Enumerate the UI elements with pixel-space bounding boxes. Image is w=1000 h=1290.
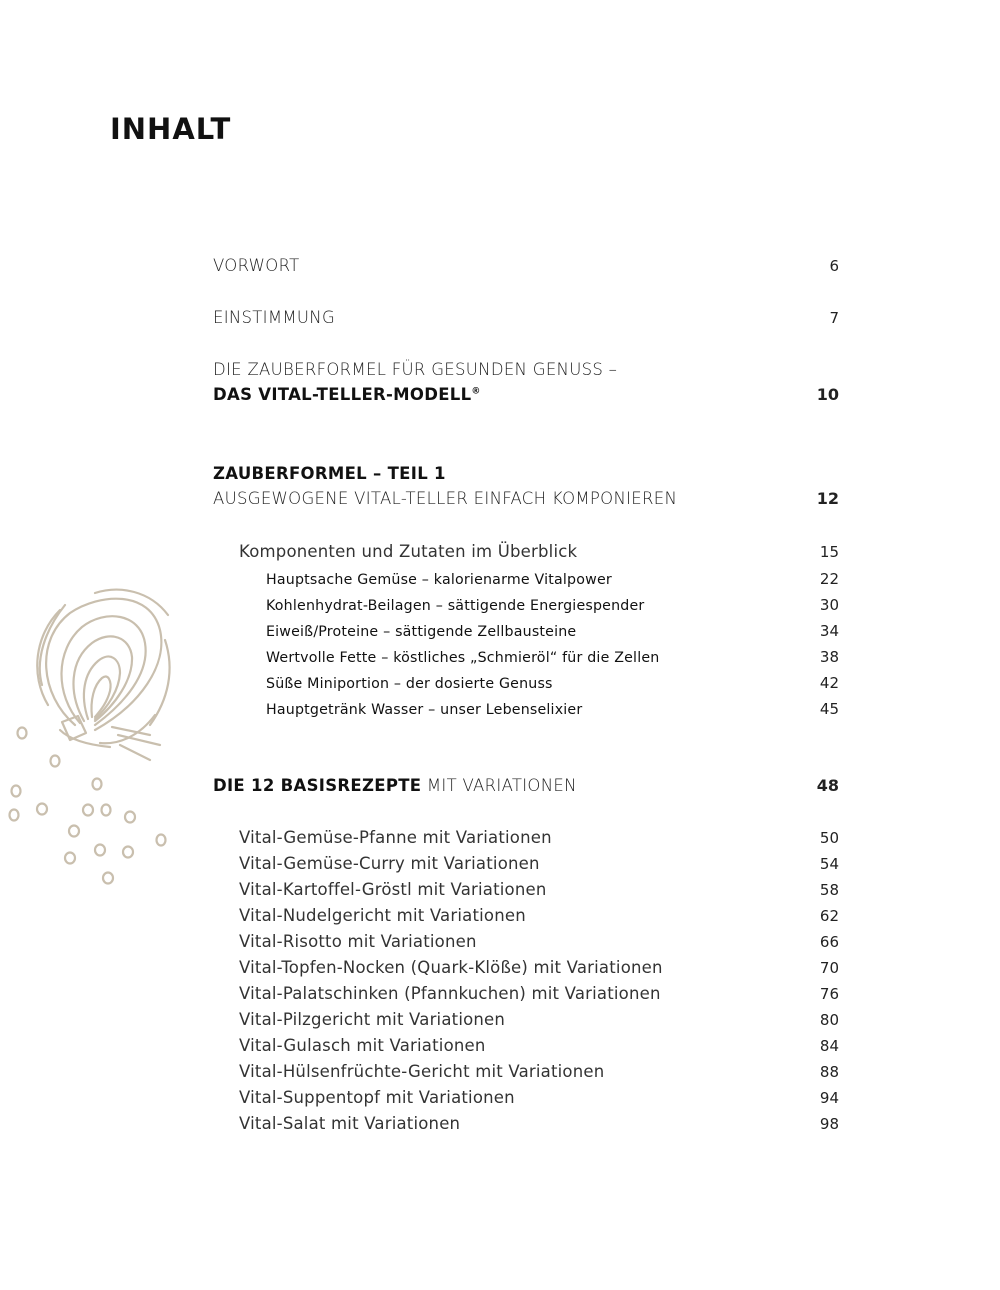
toc-recipe-entry[interactable] xyxy=(239,984,839,1010)
toc-page-number: 58 xyxy=(819,881,839,899)
toc-page-number: 50 xyxy=(819,829,839,847)
toc-page-number: 62 xyxy=(819,907,839,925)
onion-illustration-icon xyxy=(0,585,200,895)
toc-page-number: 22 xyxy=(819,570,839,588)
toc-entry-label: Vital-Palatschinken (Pfannkuchen) mit Variationen xyxy=(239,984,661,1003)
toc-page-number: 84 xyxy=(819,1037,839,1055)
komponenten-list xyxy=(266,570,839,726)
toc-subentry[interactable] xyxy=(266,648,839,674)
toc-recipe-entry[interactable] xyxy=(239,1010,839,1036)
toc-subentry[interactable] xyxy=(266,596,839,622)
toc-page-number: 12 xyxy=(816,489,839,508)
toc-page-number: 48 xyxy=(816,776,839,795)
toc-entry-label: Vital-Pilzgericht mit Variationen xyxy=(239,1010,506,1029)
toc-entry-vorwort[interactable] xyxy=(213,256,839,275)
page-title: INHALT xyxy=(110,112,232,146)
toc-page-number: 88 xyxy=(819,1063,839,1081)
rezepte-list xyxy=(239,828,839,1140)
toc-recipe-entry[interactable] xyxy=(239,1088,839,1114)
toc-entry-label: Eiweiß/Proteine – sättigende Zellbausteine xyxy=(266,624,577,640)
toc-page-number: 6 xyxy=(829,257,839,275)
toc-entry-label: Süße Miniportion – der dosierte Genuss xyxy=(266,676,553,692)
toc-page-number: 7 xyxy=(829,309,839,327)
section-heading: ZAUBERFORMEL – TEIL 1 xyxy=(213,464,446,483)
toc-recipe-entry[interactable] xyxy=(239,958,839,984)
section-heading-bold: DIE 12 BASISREZEPTE xyxy=(213,776,422,795)
toc-recipe-entry[interactable] xyxy=(239,1114,839,1140)
toc-entry-zauberformel[interactable] xyxy=(213,360,839,404)
toc-entry-einstimmung[interactable] xyxy=(213,308,839,327)
toc-subentry[interactable] xyxy=(266,700,839,726)
toc-recipe-entry[interactable] xyxy=(239,906,839,932)
toc-page-number: 94 xyxy=(819,1089,839,1107)
toc-entry-label: Vital-Risotto mit Variationen xyxy=(239,932,477,951)
registered-mark: ® xyxy=(471,386,481,397)
toc-recipe-entry[interactable] xyxy=(239,828,839,854)
toc-entry-label: Vital-Nudelgericht mit Variationen xyxy=(239,906,526,925)
toc-entry-label: Vital-Gulasch mit Variationen xyxy=(239,1036,486,1055)
toc-page-number: 38 xyxy=(819,648,839,666)
toc-page-number: 42 xyxy=(819,674,839,692)
toc-entry-label: Vital-Gemüse-Curry mit Variationen xyxy=(239,854,540,873)
toc-entry-label-line1: DIE ZAUBERFORMEL FÜR GESUNDEN GENUSS – xyxy=(213,360,618,379)
toc-page-number: 30 xyxy=(819,596,839,614)
section-heading xyxy=(213,776,577,795)
toc-recipe-entry[interactable] xyxy=(239,1062,839,1088)
toc-recipe-entry[interactable] xyxy=(239,1036,839,1062)
toc-entry-label: VORWORT xyxy=(213,256,300,275)
toc-entry-label: Vital-Suppentopf mit Variationen xyxy=(239,1088,515,1107)
toc-page-number: 10 xyxy=(816,385,839,404)
toc-entry-label: Vital-Topfen-Nocken (Quark-Klöße) mit Variationen xyxy=(239,958,663,977)
toc-page-number: 98 xyxy=(819,1115,839,1133)
toc-subentry[interactable] xyxy=(266,674,839,700)
section-subtitle: AUSGEWOGENE VITAL-TELLER EINFACH KOMPONIEREN xyxy=(213,489,678,508)
toc-page-number: 45 xyxy=(819,700,839,718)
toc-recipe-entry[interactable] xyxy=(239,854,839,880)
toc-entry-label: EINSTIMMUNG xyxy=(213,308,336,327)
toc-page-number: 54 xyxy=(819,855,839,873)
toc-entry-label: Vital-Kartoffel-Gröstl mit Variationen xyxy=(239,880,547,899)
toc-section-basisrezepte[interactable] xyxy=(213,776,839,795)
toc-entry-label: Vital-Gemüse-Pfanne mit Variationen xyxy=(239,828,552,847)
toc-entry-label: Kohlenhydrat-Beilagen – sättigende Energiespender xyxy=(266,598,645,614)
toc-page-number: 80 xyxy=(819,1011,839,1029)
toc-entry-label: Vital-Hülsenfrüchte-Gericht mit Variationen xyxy=(239,1062,605,1081)
toc-page-number: 15 xyxy=(819,543,839,561)
toc-entry-label: Vital-Salat mit Variationen xyxy=(239,1114,461,1133)
toc-recipe-entry[interactable] xyxy=(239,880,839,906)
toc-page-number: 70 xyxy=(819,959,839,977)
vital-teller-modell-label: DAS VITAL-TELLER-MODELL xyxy=(213,385,472,404)
toc-entry-label: Komponenten und Zutaten im Überblick xyxy=(239,542,578,561)
toc-section-teil1[interactable] xyxy=(213,464,839,508)
toc-entry-label: Hauptgetränk Wasser – unser Lebenselixier xyxy=(266,702,583,718)
toc-page-number: 76 xyxy=(819,985,839,1003)
toc-subentry[interactable] xyxy=(266,570,839,596)
toc-entry-label: Wertvolle Fette – köstliches „Schmieröl“ für die Zellen xyxy=(266,650,660,666)
toc-entry-komponenten[interactable] xyxy=(239,542,839,561)
toc-recipe-entry[interactable] xyxy=(239,932,839,958)
toc-entry-label-line2 xyxy=(213,385,481,404)
toc-page-number: 34 xyxy=(819,622,839,640)
section-heading-rest: MIT VARIATIONEN xyxy=(426,776,577,795)
toc-entry-label: Hauptsache Gemüse – kalorienarme Vitalpower xyxy=(266,572,612,588)
toc-page-number: 66 xyxy=(819,933,839,951)
toc-subentry[interactable] xyxy=(266,622,839,648)
